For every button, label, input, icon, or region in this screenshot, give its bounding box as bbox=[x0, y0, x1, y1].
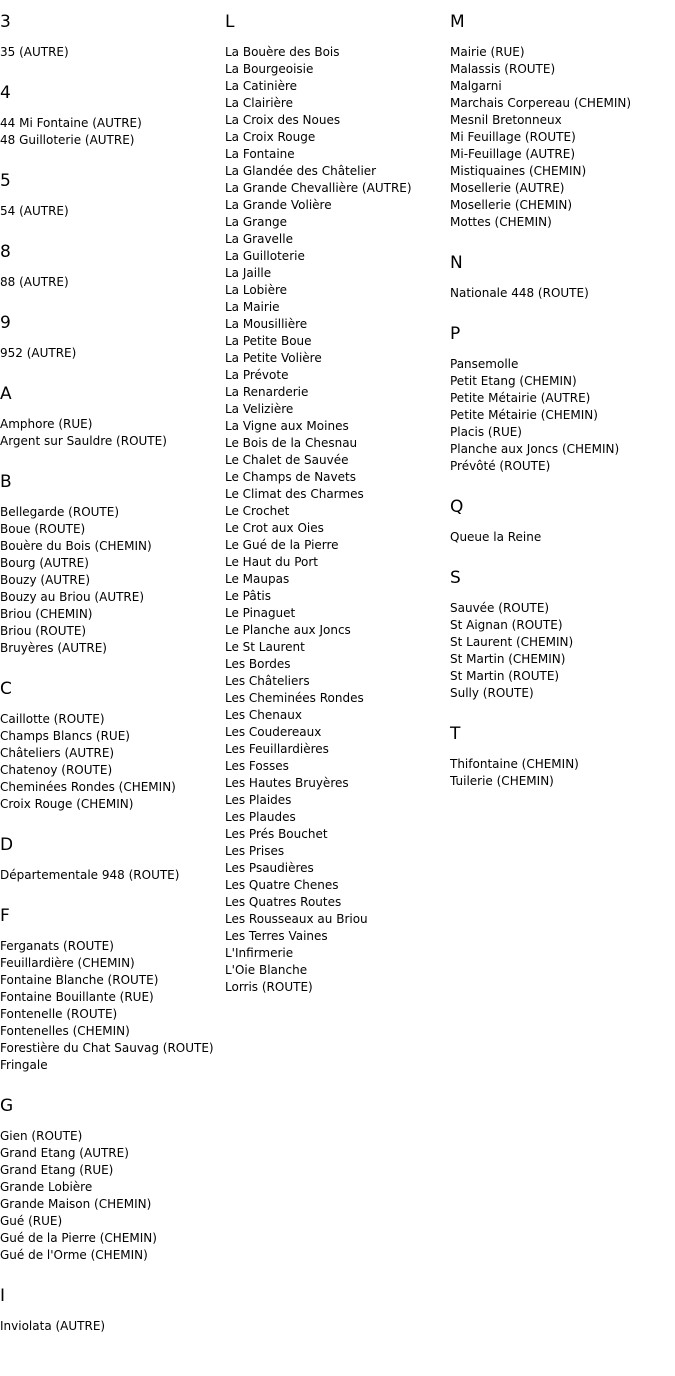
section-letter-heading: 8 bbox=[0, 242, 11, 262]
letter-section bbox=[0, 12, 225, 61]
letter-section bbox=[450, 568, 675, 702]
street-list-item: Le Chalet de Sauvée bbox=[225, 453, 349, 467]
street-list-item: 35 (AUTRE) bbox=[0, 45, 69, 59]
street-list-item: La Fontaine bbox=[225, 147, 295, 161]
letter-section bbox=[0, 472, 225, 657]
street-list-item: La Bourgeoisie bbox=[225, 62, 314, 76]
street-list-item: Feuillardière (CHEMIN) bbox=[0, 956, 135, 970]
section-letter-heading: F bbox=[0, 906, 10, 926]
letter-section bbox=[0, 835, 225, 884]
street-list-item: La Velizière bbox=[225, 402, 294, 416]
street-list bbox=[450, 356, 675, 475]
street-list-item: Champs Blancs (RUE) bbox=[0, 729, 130, 743]
street-list-item: Bouère du Bois (CHEMIN) bbox=[0, 539, 152, 553]
letter-section bbox=[450, 253, 675, 302]
street-list-item: La Grande Chevallière (AUTRE) bbox=[225, 181, 412, 195]
street-list-item: L'Infirmerie bbox=[225, 946, 294, 960]
street-list-item: Mottes (CHEMIN) bbox=[450, 215, 552, 229]
letter-section bbox=[0, 1286, 225, 1335]
street-list-item: Le Pâtis bbox=[225, 589, 272, 603]
street-list-item: Fontaine Blanche (ROUTE) bbox=[0, 973, 159, 987]
street-list-item: La Gravelle bbox=[225, 232, 293, 246]
street-list-item: Les Plaides bbox=[225, 793, 292, 807]
street-list-item: Cheminées Rondes (CHEMIN) bbox=[0, 780, 176, 794]
section-letter-heading: B bbox=[0, 472, 12, 492]
street-list-item: Le Crot aux Oies bbox=[225, 521, 324, 535]
street-list bbox=[0, 1128, 225, 1264]
letter-section bbox=[0, 83, 225, 149]
street-list-item: Boue (ROUTE) bbox=[0, 522, 86, 536]
street-list bbox=[450, 600, 675, 702]
street-list-item: St Aignan (ROUTE) bbox=[450, 618, 563, 632]
street-list-item: Mesnil Bretonneux bbox=[450, 113, 562, 127]
section-letter-heading: N bbox=[450, 253, 463, 273]
street-list-item: Marchais Corpereau (CHEMIN) bbox=[450, 96, 632, 110]
letter-section bbox=[0, 1096, 225, 1264]
street-list-item: Les Hautes Bruyères bbox=[225, 776, 349, 790]
section-letter-heading: I bbox=[0, 1286, 6, 1306]
section-letter-heading: 3 bbox=[0, 12, 11, 32]
street-list-item: Mairie (RUE) bbox=[450, 45, 525, 59]
street-list-item: Grand Etang (RUE) bbox=[0, 1163, 114, 1177]
street-list-item: Bouzy (AUTRE) bbox=[0, 573, 90, 587]
section-letter-heading: C bbox=[0, 679, 12, 699]
street-list-item: Châteliers (AUTRE) bbox=[0, 746, 115, 760]
street-list-item: St Martin (CHEMIN) bbox=[450, 652, 566, 666]
street-list-item: 44 Mi Fontaine (AUTRE) bbox=[0, 116, 142, 130]
street-list-item: Prévôté (ROUTE) bbox=[450, 459, 551, 473]
street-list-item: Petit Etang (CHEMIN) bbox=[450, 374, 577, 388]
street-list-item: Amphore (RUE) bbox=[0, 417, 93, 431]
street-list-item: Inviolata (AUTRE) bbox=[0, 1319, 106, 1333]
street-list-item: Les Terres Vaines bbox=[225, 929, 328, 943]
street-list bbox=[0, 416, 225, 450]
street-list-item: Pansemolle bbox=[450, 357, 519, 371]
street-list-item: Fringale bbox=[0, 1058, 48, 1072]
street-list-item: La Guilloterie bbox=[225, 249, 305, 263]
letter-section bbox=[0, 313, 225, 362]
street-list-item: Les Châteliers bbox=[225, 674, 310, 688]
street-list-item: La Catinière bbox=[225, 79, 297, 93]
street-list-item: Lorris (ROUTE) bbox=[225, 980, 313, 994]
street-list-item: Le Haut du Port bbox=[225, 555, 318, 569]
street-list-item: Fontenelles (CHEMIN) bbox=[0, 1024, 130, 1038]
street-list-item: Le Climat des Charmes bbox=[225, 487, 364, 501]
street-list-item: Gué de l'Orme (CHEMIN) bbox=[0, 1248, 148, 1262]
street-list-item: La Croix Rouge bbox=[225, 130, 316, 144]
street-list-item: Placis (RUE) bbox=[450, 425, 522, 439]
street-list-item: La Bouère des Bois bbox=[225, 45, 340, 59]
street-list-item: Bouzy au Briou (AUTRE) bbox=[0, 590, 145, 604]
street-list-item: L'Oie Blanche bbox=[225, 963, 308, 977]
street-list-item: Forestière du Chat Sauvag (ROUTE) bbox=[0, 1041, 214, 1055]
section-letter-heading: Q bbox=[450, 497, 464, 517]
letter-section bbox=[0, 242, 225, 291]
street-list bbox=[0, 938, 225, 1074]
section-letter-heading: L bbox=[225, 12, 235, 32]
street-list-item: Sully (ROUTE) bbox=[450, 686, 534, 700]
street-list-item: Les Coudereaux bbox=[225, 725, 322, 739]
street-list-item: Les Prés Bouchet bbox=[225, 827, 328, 841]
street-list-item: Les Quatre Chenes bbox=[225, 878, 339, 892]
letter-section bbox=[450, 12, 675, 231]
street-list bbox=[0, 867, 225, 884]
street-list-item: La Mairie bbox=[225, 300, 280, 314]
street-list bbox=[0, 44, 225, 61]
section-letter-heading: M bbox=[450, 12, 465, 32]
street-list bbox=[450, 285, 675, 302]
street-list-item: Bruyères (AUTRE) bbox=[0, 641, 107, 655]
section-letter-heading: D bbox=[0, 835, 14, 855]
street-list-item: Tuilerie (CHEMIN) bbox=[450, 774, 554, 788]
street-list-item: Chatenoy (ROUTE) bbox=[0, 763, 113, 777]
street-list-item: Le Gué de la Pierre bbox=[225, 538, 339, 552]
street-list-item: Grand Etang (AUTRE) bbox=[0, 1146, 129, 1160]
letter-section bbox=[450, 497, 675, 546]
street-list-item: Bellegarde (ROUTE) bbox=[0, 505, 120, 519]
street-list bbox=[0, 345, 225, 362]
street-list-item: La Renarderie bbox=[225, 385, 309, 399]
street-list-item: Le St Laurent bbox=[225, 640, 305, 654]
street-list-item: Gué (RUE) bbox=[0, 1214, 63, 1228]
street-list-item: Mistiquaines (CHEMIN) bbox=[450, 164, 587, 178]
street-list bbox=[450, 529, 675, 546]
street-list-item: La Jaille bbox=[225, 266, 272, 280]
street-list-item: 54 (AUTRE) bbox=[0, 204, 69, 218]
street-list-item: Grande Maison (CHEMIN) bbox=[0, 1197, 152, 1211]
street-list-item: Queue la Reine bbox=[450, 530, 542, 544]
section-letter-heading: S bbox=[450, 568, 461, 588]
street-list-item: 48 Guilloterie (AUTRE) bbox=[0, 133, 135, 147]
street-list-item: La Clairière bbox=[225, 96, 293, 110]
letter-section bbox=[450, 724, 675, 790]
letter-section bbox=[0, 384, 225, 450]
street-list-item: La Glandée des Châtelier bbox=[225, 164, 377, 178]
section-letter-heading: T bbox=[450, 724, 461, 744]
street-list-item: Briou (CHEMIN) bbox=[0, 607, 93, 621]
letter-section bbox=[0, 679, 225, 813]
street-list-item: Les Rousseaux au Briou bbox=[225, 912, 368, 926]
street-list-item: La Petite Boue bbox=[225, 334, 312, 348]
section-letter-heading: P bbox=[450, 324, 461, 344]
street-list-item: Thifontaine (CHEMIN) bbox=[450, 757, 579, 771]
street-list-item: Nationale 448 (ROUTE) bbox=[450, 286, 589, 300]
section-letter-heading: G bbox=[0, 1096, 14, 1116]
street-list-item: Les Chenaux bbox=[225, 708, 302, 722]
section-letter-heading: A bbox=[0, 384, 12, 404]
street-list-item: Les Prises bbox=[225, 844, 285, 858]
street-list-item: Le Planche aux Joncs bbox=[225, 623, 351, 637]
street-list-item: 88 (AUTRE) bbox=[0, 275, 69, 289]
street-list bbox=[0, 203, 225, 220]
street-list-item: Briou (ROUTE) bbox=[0, 624, 87, 638]
column-2 bbox=[225, 0, 450, 1018]
street-list-item: Petite Métairie (CHEMIN) bbox=[450, 408, 598, 422]
street-list-item: Les Feuillardières bbox=[225, 742, 329, 756]
street-list-item: Malassis (ROUTE) bbox=[450, 62, 556, 76]
street-list-item: Départementale 948 (ROUTE) bbox=[0, 868, 180, 882]
street-list-item: Le Maupas bbox=[225, 572, 290, 586]
street-list-item: Grande Lobière bbox=[0, 1180, 93, 1194]
letter-section bbox=[0, 906, 225, 1074]
street-list-item: Mosellerie (CHEMIN) bbox=[450, 198, 573, 212]
street-list-item: Bourg (AUTRE) bbox=[0, 556, 89, 570]
street-list bbox=[0, 115, 225, 149]
street-list-item: Les Fosses bbox=[225, 759, 289, 773]
street-list-item: Fontenelle (ROUTE) bbox=[0, 1007, 118, 1021]
street-list-item: Le Champs de Navets bbox=[225, 470, 356, 484]
section-letter-heading: 5 bbox=[0, 171, 11, 191]
street-list-item: Planche aux Joncs (CHEMIN) bbox=[450, 442, 620, 456]
street-list-item: Gué de la Pierre (CHEMIN) bbox=[0, 1231, 157, 1245]
street-list-item: La Croix des Noues bbox=[225, 113, 341, 127]
street-list-item: Sauvée (ROUTE) bbox=[450, 601, 550, 615]
letter-section bbox=[450, 324, 675, 475]
street-list-item: Malgarni bbox=[450, 79, 502, 93]
street-list-item: Le Pinaguet bbox=[225, 606, 296, 620]
letter-section bbox=[0, 171, 225, 220]
street-list-item: Les Plaudes bbox=[225, 810, 296, 824]
street-list-item: La Petite Volière bbox=[225, 351, 322, 365]
street-list-item: Mi Feuillage (ROUTE) bbox=[450, 130, 576, 144]
street-list-item: St Laurent (CHEMIN) bbox=[450, 635, 574, 649]
street-list-item: La Grange bbox=[225, 215, 288, 229]
street-list bbox=[0, 1318, 225, 1335]
street-list-item: Argent sur Sauldre (ROUTE) bbox=[0, 434, 167, 448]
street-list-item: La Vigne aux Moines bbox=[225, 419, 349, 433]
street-list-item: Les Quatres Routes bbox=[225, 895, 342, 909]
street-list bbox=[450, 756, 675, 790]
street-list-item: Petite Métairie (AUTRE) bbox=[450, 391, 591, 405]
street-list-item: Les Psaudières bbox=[225, 861, 314, 875]
street-list-item: Les Cheminées Rondes bbox=[225, 691, 364, 705]
street-list-item: Gien (ROUTE) bbox=[0, 1129, 83, 1143]
street-list bbox=[0, 504, 225, 657]
street-list bbox=[225, 44, 450, 996]
street-list-item: La Prévote bbox=[225, 368, 289, 382]
street-list-item: Les Bordes bbox=[225, 657, 291, 671]
street-list-item: 952 (AUTRE) bbox=[0, 346, 77, 360]
street-list-item: La Lobière bbox=[225, 283, 288, 297]
street-list bbox=[450, 44, 675, 231]
street-list-item: Le Bois de la Chesnau bbox=[225, 436, 358, 450]
street-list-item: Le Crochet bbox=[225, 504, 290, 518]
section-letter-heading: 4 bbox=[0, 83, 11, 103]
street-list-item: La Grande Volière bbox=[225, 198, 332, 212]
street-list-item: St Martin (ROUTE) bbox=[450, 669, 560, 683]
street-list-item: Croix Rouge (CHEMIN) bbox=[0, 797, 134, 811]
letter-section bbox=[225, 12, 450, 996]
street-list bbox=[0, 274, 225, 291]
street-list-item: Mosellerie (AUTRE) bbox=[450, 181, 565, 195]
street-list-item: La Mousillière bbox=[225, 317, 308, 331]
street-list-item: Mi-Feuillage (AUTRE) bbox=[450, 147, 576, 161]
street-list-item: Fontaine Bouillante (RUE) bbox=[0, 990, 154, 1004]
section-letter-heading: 9 bbox=[0, 313, 11, 333]
street-list bbox=[0, 711, 225, 813]
column-1 bbox=[0, 0, 225, 1357]
street-list-item: Ferganats (ROUTE) bbox=[0, 939, 114, 953]
column-3 bbox=[450, 0, 675, 812]
street-list-item: Caillotte (ROUTE) bbox=[0, 712, 105, 726]
